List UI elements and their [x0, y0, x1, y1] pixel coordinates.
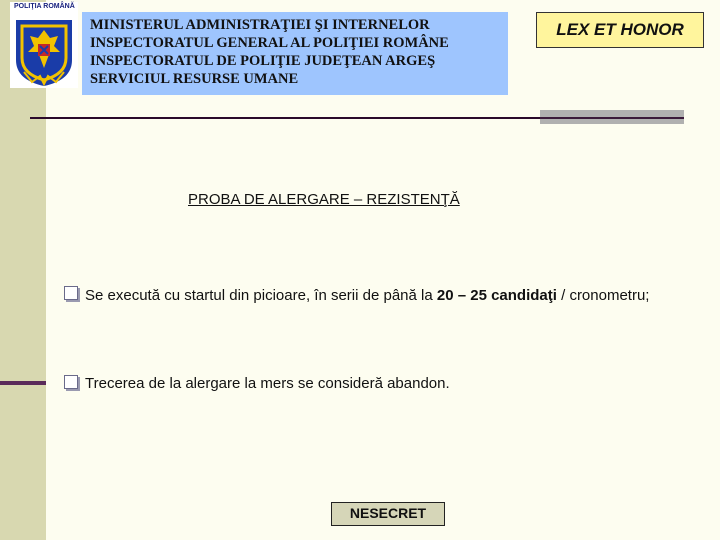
header-rule — [30, 117, 540, 119]
header-box — [82, 12, 508, 95]
slide-title: PROBA DE ALERGARE – REZISTENŢĂ — [188, 191, 460, 208]
bullet-text-after: / cronometru; — [556, 287, 650, 304]
bullet-item-abandon: Trecerea de la alergare la mers se consideră abandon. — [85, 375, 450, 392]
police-logo — [10, 2, 78, 88]
bullet-checkbox-icon — [64, 286, 78, 300]
bullet-text-bold: 20 – 25 candidaţi — [436, 287, 557, 304]
coat-of-arms-icon — [10, 12, 78, 88]
motto-badge: LEX ET HONOR — [536, 12, 704, 48]
header-line-service: SERVICIUL RESURSE UMANE — [90, 71, 299, 87]
sidebar-accent-line — [0, 381, 46, 385]
header-line-inspectorate-county: INSPECTORATUL DE POLIŢIE JUDEŢEAN ARGEŞ — [90, 53, 436, 69]
bullet-item-start — [78, 285, 688, 307]
bullet-checkbox-icon — [64, 375, 78, 389]
classification-stamp: NESECRET — [331, 502, 445, 526]
header-rule-end — [540, 117, 684, 119]
header-line-ministry: MINISTERUL ADMINISTRAŢIEI ŞI INTERNELOR — [90, 17, 430, 33]
header-line-inspectorate-general: INSPECTORATUL GENERAL AL POLIŢIEI ROMÂNE — [90, 35, 449, 51]
logo-text: POLIŢIA ROMÂNĂ — [14, 3, 75, 10]
bullet-text-before: Se execută cu startul din picioare, în serii de până la — [85, 287, 437, 304]
